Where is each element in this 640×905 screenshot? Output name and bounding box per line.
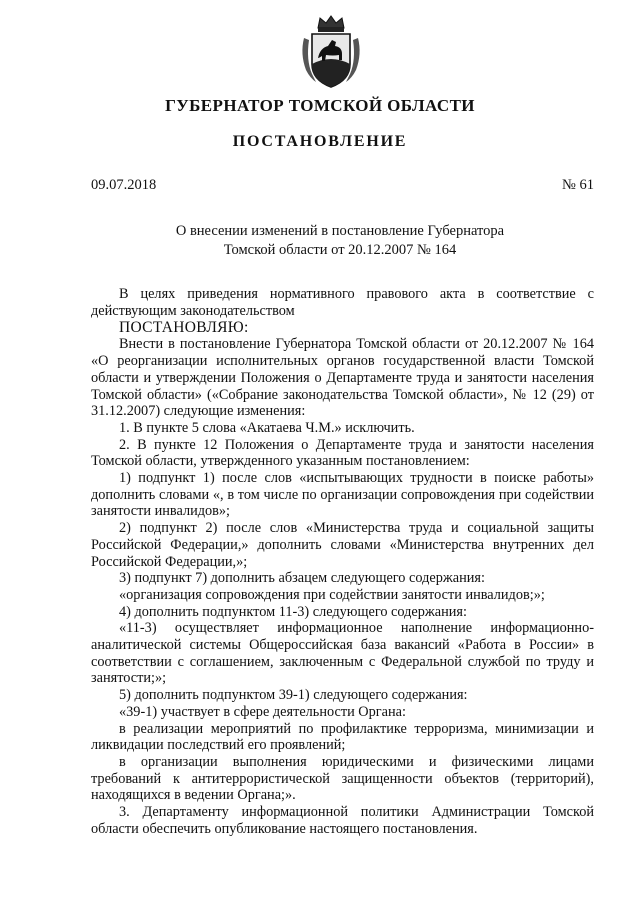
resolution-word: ПОСТАНОВЛЯЮ: bbox=[119, 319, 249, 337]
body-paragraph: 4) дополнить подпунктом 11-3) следующего содержания: bbox=[119, 603, 467, 620]
document-type: ПОСТАНОВЛЕНИЕ bbox=[232, 133, 408, 150]
body-paragraph: в организации выполнения юридическими и физическими лицами требований к антитеррористической защищенности объектов (территорий), находящихся в ведении Органа;». bbox=[91, 753, 594, 804]
issuing-authority: ГУБЕРНАТОР ТОМСКОЙ ОБЛАСТИ bbox=[165, 96, 475, 115]
body-paragraph: 3) подпункт 7) дополнить абзацем следующего содержания: bbox=[119, 570, 485, 587]
body-paragraph: «39-1) участвует в сфере деятельности Органа: bbox=[119, 703, 406, 720]
body-paragraph: 1) подпункт 1) после слов «испытывающих трудности в поиске работы» дополнить словами «, в том числе по организации сопровождения при содействии занятости инвалидов»; bbox=[91, 470, 594, 520]
body-paragraph: 5) дополнить подпунктом 39-1) следующего содержания: bbox=[119, 687, 468, 704]
body-paragraph: в реализации мероприятий по профилактике терроризма, минимизации и ликвидации последствий его проявлений; bbox=[91, 720, 594, 754]
body-paragraph: Внести в постановление Губернатора Томской области от 20.12.2007 № 164 «О реорганизации исполнительных органов государственной власти Томской области и утверждении Положения о Департаменте труда и занятости населения Томской области» («Собрание законодательства Томской области», № 12 (29) от 31.12.2007) следующие изменения: bbox=[91, 336, 594, 420]
body-paragraph: «11-3) осуществляет информационное наполнение информационно-аналитической системы Общероссийская база вакансий «Работа в России» в соответствии с соглашением, заключенным с Федеральной службой по труду и занятости;»; bbox=[91, 620, 594, 687]
document-body bbox=[91, 286, 594, 838]
document-date: 09.07.2018 bbox=[91, 177, 157, 193]
document-number: № 61 bbox=[562, 177, 594, 193]
tomsk-coat-of-arms-icon bbox=[298, 14, 364, 90]
body-paragraph: «организация сопровождения при содействии занятости инвалидов;»; bbox=[119, 586, 545, 603]
subject-line: О внесении изменений в постановление Губернатора bbox=[175, 223, 505, 239]
body-paragraph: 2) подпункт 2) после слов «Министерства труда и социальной защиты Российской Федерации,» дополнить словами «Министерства внутренних дел Российской Федерации,»; bbox=[91, 520, 594, 570]
subject-line: Томской области от 20.12.2007 № 164 bbox=[223, 241, 457, 258]
preamble-paragraph: В целях приведения нормативного правового акта в соответствие с действующим законодательством bbox=[91, 286, 594, 319]
body-paragraph: 1. В пункте 5 слова «Акатаева Ч.М.» исключить. bbox=[119, 419, 415, 436]
body-paragraph: 3. Департаменту информационной политики Администрации Томской области обеспечить опубликование настоящего постановления. bbox=[91, 804, 594, 837]
document-subject bbox=[120, 222, 560, 259]
body-paragraph: 2. В пункте 12 Положения о Департаменте труда и занятости населения Томской области, утвержденного указанным постановлением: bbox=[91, 436, 594, 470]
